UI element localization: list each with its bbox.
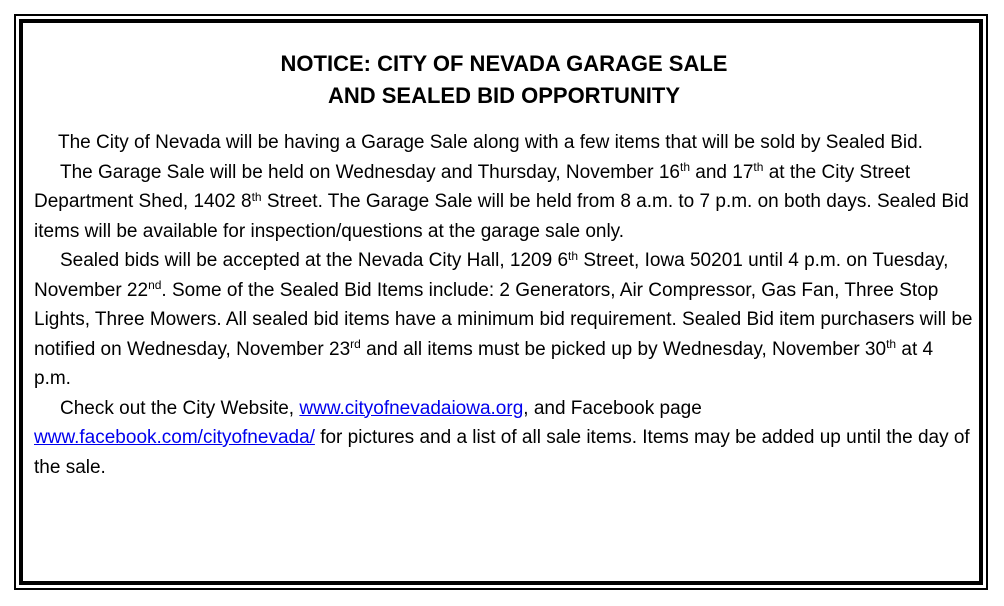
sealed-bids-text-d: and all items must be picked up by Wednesday, November 30 bbox=[360, 338, 887, 360]
intro-text: The City of Nevada will be having a Garage Sale along with a few items that will be sold by Sealed Bid. bbox=[58, 132, 923, 153]
paragraph-intro bbox=[34, 128, 974, 158]
garage-sale-text-a: The Garage Sale will be held on Wednesday and Thursday, November 16 bbox=[60, 161, 680, 183]
facebook-page-link[interactable]: www.facebook.com/cityofnevada/ bbox=[34, 427, 315, 448]
title-line-2: AND SEALED BID OPPORTUNITY bbox=[327, 83, 681, 108]
city-website-link[interactable]: www.cityofnevadaiowa.org bbox=[299, 397, 524, 419]
ordinal-suffix: th bbox=[753, 160, 764, 175]
ordinal-suffix: th bbox=[568, 248, 579, 263]
sealed-bids-text-b: Street, Iowa 50201 until 4 p.m. on Tuesday, November 22 bbox=[34, 250, 949, 301]
garage-sale-text-d: Street. The Garage Sale will be held from 8 a.m. to 7 p.m. on both days. Sealed Bid items will be available for inspection/questions at the garage sale only. bbox=[34, 191, 969, 242]
sealed-bids-text-c: . Some of the Sealed Bid Items include: 2 Generators, Air Compressor, Gas Fan, Three Stop Lights, Three Mowers. All sealed bid items have a minimum bid requirement. Sealed Bid item purchasers will be notified on Wednesday, November 23 bbox=[34, 279, 973, 360]
ordinal-suffix: rd bbox=[350, 337, 361, 352]
paragraph-sealed-bids bbox=[34, 246, 974, 394]
ordinal-suffix: th bbox=[251, 189, 262, 204]
sealed-bids-text-e: at 4 p.m. bbox=[34, 338, 934, 389]
links-text-b: , and Facebook page bbox=[523, 397, 702, 419]
garage-sale-text-b: and 17 bbox=[690, 161, 754, 183]
links-text-c: for pictures and a list of all sale items. Items may be added up until the day of the sale. bbox=[34, 427, 970, 478]
ordinal-suffix: nd bbox=[148, 278, 162, 293]
ordinal-suffix: th bbox=[886, 337, 897, 352]
title-line-1: NOTICE: CITY OF NEVADA GARAGE SALE bbox=[280, 51, 728, 76]
garage-sale-text-c: at the City Street Department Shed, 1402 8 bbox=[34, 161, 911, 212]
paragraph-links bbox=[34, 394, 974, 483]
ordinal-suffix: th bbox=[679, 160, 690, 175]
links-text-a: Check out the City Website, bbox=[60, 397, 300, 419]
paragraph-garage-sale bbox=[34, 158, 974, 247]
notice-content bbox=[34, 48, 974, 482]
sealed-bids-text-a: Sealed bids will be accepted at the Nevada City Hall, 1209 6 bbox=[60, 250, 569, 271]
notice-title bbox=[34, 48, 974, 112]
